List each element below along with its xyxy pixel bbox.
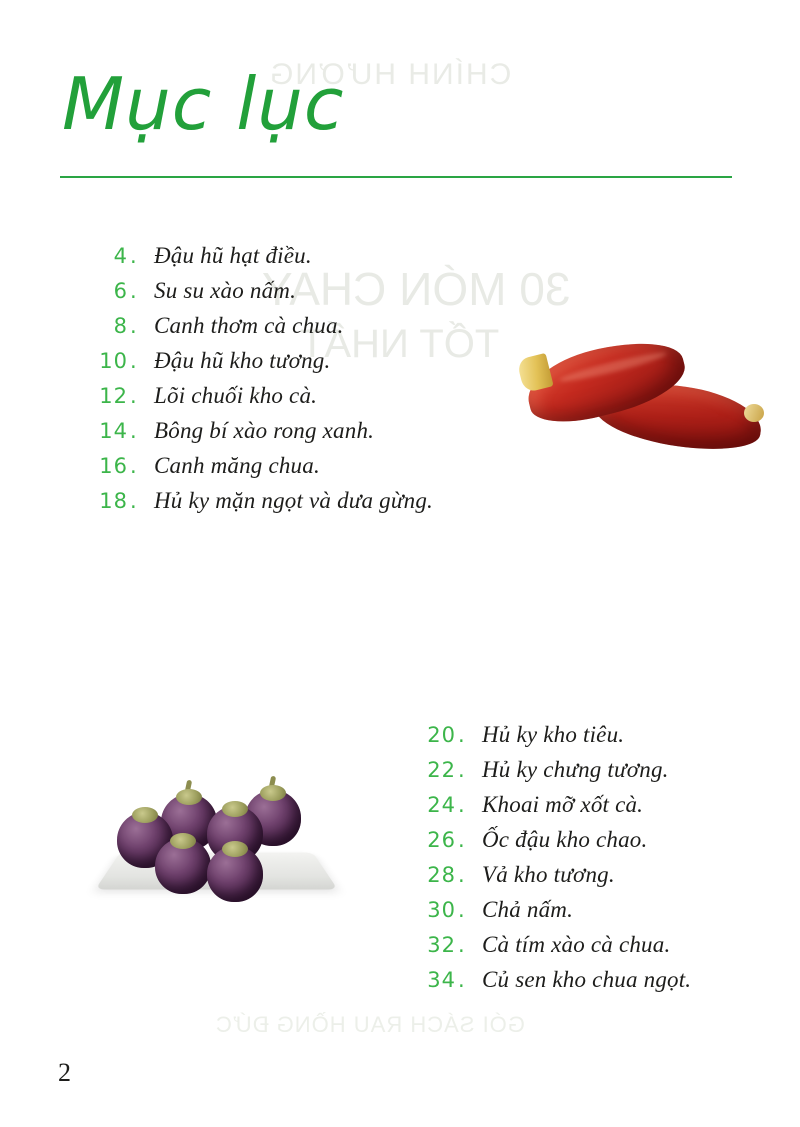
toc-separator: . bbox=[130, 314, 137, 338]
toc-entry-label: Khoai mỡ xốt cà. bbox=[482, 792, 644, 817]
eggplant-calyx bbox=[222, 841, 248, 857]
toc-page-number: 28 bbox=[427, 863, 456, 887]
blossom-tip-front bbox=[516, 353, 553, 393]
toc-separator: . bbox=[130, 349, 137, 373]
eggplant-calyx bbox=[170, 833, 196, 849]
toc-entry-label: Đậu hũ kho tương. bbox=[154, 348, 331, 373]
eggplant-calyx bbox=[132, 807, 158, 823]
toc-entry-label: Canh thơm cà chua. bbox=[154, 313, 344, 338]
toc-separator: . bbox=[458, 828, 465, 852]
toc-entry[interactable] bbox=[70, 383, 433, 409]
toc-entry[interactable] bbox=[398, 722, 691, 748]
ghost-text-line1: 30 MÓN CHAY bbox=[262, 263, 571, 315]
toc-entry-label: Chả nấm. bbox=[482, 897, 574, 922]
toc-page-number: 16 bbox=[99, 454, 128, 478]
eggplant-shape bbox=[155, 838, 211, 894]
toc-entry[interactable] bbox=[70, 453, 433, 479]
toc-page-number: 24 bbox=[427, 793, 456, 817]
toc-page-number: 18 bbox=[99, 489, 128, 513]
toc-page-number: 30 bbox=[427, 898, 456, 922]
toc-entry[interactable] bbox=[70, 243, 433, 269]
toc-entry-label: Hủ ky chưng tương. bbox=[482, 757, 669, 782]
toc-entry-label: Hủ ky kho tiêu. bbox=[482, 722, 625, 747]
toc-entry[interactable] bbox=[398, 827, 691, 853]
toc-entry[interactable] bbox=[70, 313, 433, 339]
toc-entry[interactable] bbox=[398, 792, 691, 818]
toc-entry[interactable] bbox=[398, 862, 691, 888]
page-title: Mục lục bbox=[62, 62, 345, 146]
toc-entry[interactable] bbox=[398, 757, 691, 783]
ghost-text-line2: TỐT NHẤT bbox=[300, 322, 500, 366]
toc-separator: . bbox=[130, 279, 137, 303]
banana-blossom-photo bbox=[498, 340, 766, 470]
ghost-text-header: CHÍNH HƯƠNG bbox=[268, 58, 512, 91]
eggplant-calyx bbox=[260, 785, 286, 801]
toc-separator: . bbox=[458, 863, 465, 887]
toc-separator: . bbox=[458, 898, 465, 922]
toc-list-lower bbox=[398, 722, 691, 1002]
toc-entry[interactable] bbox=[70, 278, 433, 304]
toc-entry-label: Vả kho tương. bbox=[482, 862, 615, 887]
toc-separator: . bbox=[458, 723, 465, 747]
toc-entry-label: Củ sen kho chua ngọt. bbox=[482, 967, 692, 992]
toc-page-number: 32 bbox=[427, 933, 456, 957]
toc-entry-label: Ốc đậu kho chao. bbox=[482, 827, 648, 852]
toc-separator: . bbox=[130, 454, 137, 478]
toc-entry[interactable] bbox=[70, 488, 433, 514]
toc-entry-label: Đậu hũ hạt điều. bbox=[154, 243, 312, 268]
toc-separator: . bbox=[458, 793, 465, 817]
toc-page-number: 14 bbox=[99, 419, 128, 443]
toc-separator: . bbox=[130, 384, 137, 408]
page-number: 2 bbox=[58, 1058, 71, 1087]
toc-entry-label: Bông bí xào rong xanh. bbox=[154, 418, 375, 443]
toc-page-number: 34 bbox=[427, 968, 456, 992]
eggplant-photo bbox=[95, 760, 345, 920]
toc-entry-label: Su su xào nấm. bbox=[154, 278, 297, 303]
toc-page-number: 4 bbox=[113, 244, 128, 268]
toc-separator: . bbox=[458, 968, 465, 992]
toc-entry-label: Hủ ky mặn ngọt và dưa gừng. bbox=[154, 488, 433, 513]
toc-list-upper bbox=[70, 243, 433, 523]
toc-entry[interactable] bbox=[398, 967, 691, 993]
toc-page-number: 6 bbox=[113, 279, 128, 303]
toc-entry-label: Lõi chuối kho cà. bbox=[154, 383, 318, 408]
toc-page-number: 10 bbox=[99, 349, 128, 373]
eggplant-calyx bbox=[176, 789, 202, 805]
eggplant-shape bbox=[207, 846, 263, 902]
toc-separator: . bbox=[130, 489, 137, 513]
toc-page-number: 22 bbox=[427, 758, 456, 782]
toc-entry[interactable] bbox=[398, 897, 691, 923]
toc-entry[interactable] bbox=[70, 418, 433, 444]
toc-page-number: 20 bbox=[427, 723, 456, 747]
toc-separator: . bbox=[130, 419, 137, 443]
title-divider bbox=[60, 176, 732, 178]
toc-separator: . bbox=[458, 933, 465, 957]
toc-entry-label: Cà tím xào cà chua. bbox=[482, 932, 671, 957]
toc-entry[interactable] bbox=[398, 932, 691, 958]
toc-page-number: 26 bbox=[427, 828, 456, 852]
eggplant-calyx bbox=[222, 801, 248, 817]
toc-separator: . bbox=[458, 758, 465, 782]
toc-page-number: 12 bbox=[99, 384, 128, 408]
toc-entry[interactable] bbox=[70, 348, 433, 374]
toc-entry-label: Canh măng chua. bbox=[154, 453, 320, 478]
toc-page-number: 8 bbox=[113, 314, 128, 338]
toc-separator: . bbox=[130, 244, 137, 268]
ghost-text-footer: GÓI SÁCH RAU HỒNG ĐỨC bbox=[215, 1012, 525, 1037]
blossom-tip-back bbox=[744, 404, 764, 422]
